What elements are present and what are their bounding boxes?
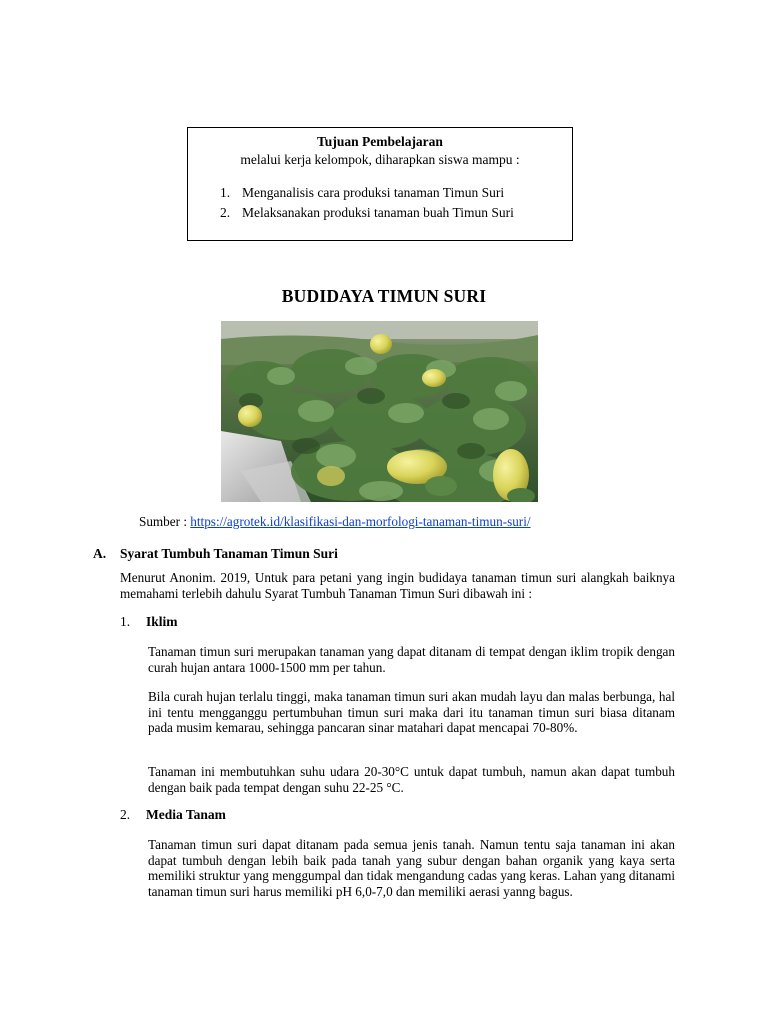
timun-suri-field-photo (221, 321, 538, 502)
section-title: Syarat Tumbuh Tanaman Timun Suri (120, 546, 338, 561)
objective-text: Melaksanakan produksi tanaman buah Timun Suri (242, 205, 514, 220)
objective-item (220, 203, 514, 223)
image-source (139, 514, 531, 530)
iklim-paragraph-3: Tanaman ini membutuhkan suhu udara 20-30°C untuk dapat tumbuh, namun akan dapat tumbuh dengan baik pada tempat dengan suhu 22-25 °C. (148, 764, 675, 795)
subsection-title: Media Tanam (146, 807, 226, 822)
source-link[interactable]: https://agrotek.id/klasifikasi-dan-morfologi-tanaman-timun-suri/ (190, 514, 531, 529)
section-letter: A. (93, 546, 107, 561)
section-a-heading (93, 546, 338, 562)
objective-item (220, 183, 514, 203)
objectives-intro: melalui kerja kelompok, diharapkan siswa mampu : (240, 152, 520, 167)
subsection-title: Iklim (146, 614, 178, 629)
objective-number: 2. (220, 205, 231, 220)
objective-number: 1. (220, 185, 231, 200)
iklim-paragraph-1: Tanaman timun suri merupakan tanaman yang dapat ditanam di tempat dengan iklim tropik dengan curah hujan antara 1000-1500 mm per tahun. (148, 644, 675, 675)
subsection-number: 1. (120, 614, 131, 629)
objectives-list (220, 183, 514, 223)
section-a-intro: Menurut Anonim. 2019, Untuk para petani yang ingin budidaya tanaman timun suri alangkah baiknya memahami terlebih dahulu Syarat Tumbuh Tanaman Timun Suri dibawah ini : (120, 570, 675, 601)
source-label: Sumber : (139, 514, 191, 529)
subsection-media-tanam-heading (120, 807, 226, 823)
objective-text: Menganalisis cara produksi tanaman Timun Suri (242, 185, 505, 200)
media-tanam-paragraph-1: Tanaman timun suri dapat ditanam pada semua jenis tanah. Namun tentu saja tanaman ini akan dapat tumbuh dengan lebih baik pada tanah yang subur dengan bahan organik yang kaya serta memiliki struktur yang menggumpal dan tidak mengandung cadas yang keras. Lahan yang ditanami tanaman timun suri harus memiliki pH 6,0-7,0 dan memiliki aerasi yanng bagus. (148, 837, 675, 899)
objectives-title: Tujuan Pembelajaran (317, 134, 443, 149)
iklim-paragraph-2: Bila curah hujan terlalu tinggi, maka tanaman timun suri akan mudah layu dan malas berbunga, hal ini tentu mengganggu pertumbuhan timun suri maka dari itu tanaman timun suri biasa ditanam pada musim kemarau, sehingga pancaran sinar matahari dapat mencapai 70-80%. (148, 689, 675, 735)
subsection-number: 2. (120, 807, 131, 822)
document-title: BUDIDAYA TIMUN SURI (281, 286, 487, 306)
subsection-iklim-heading (120, 614, 178, 630)
learning-objectives-box (187, 127, 573, 241)
